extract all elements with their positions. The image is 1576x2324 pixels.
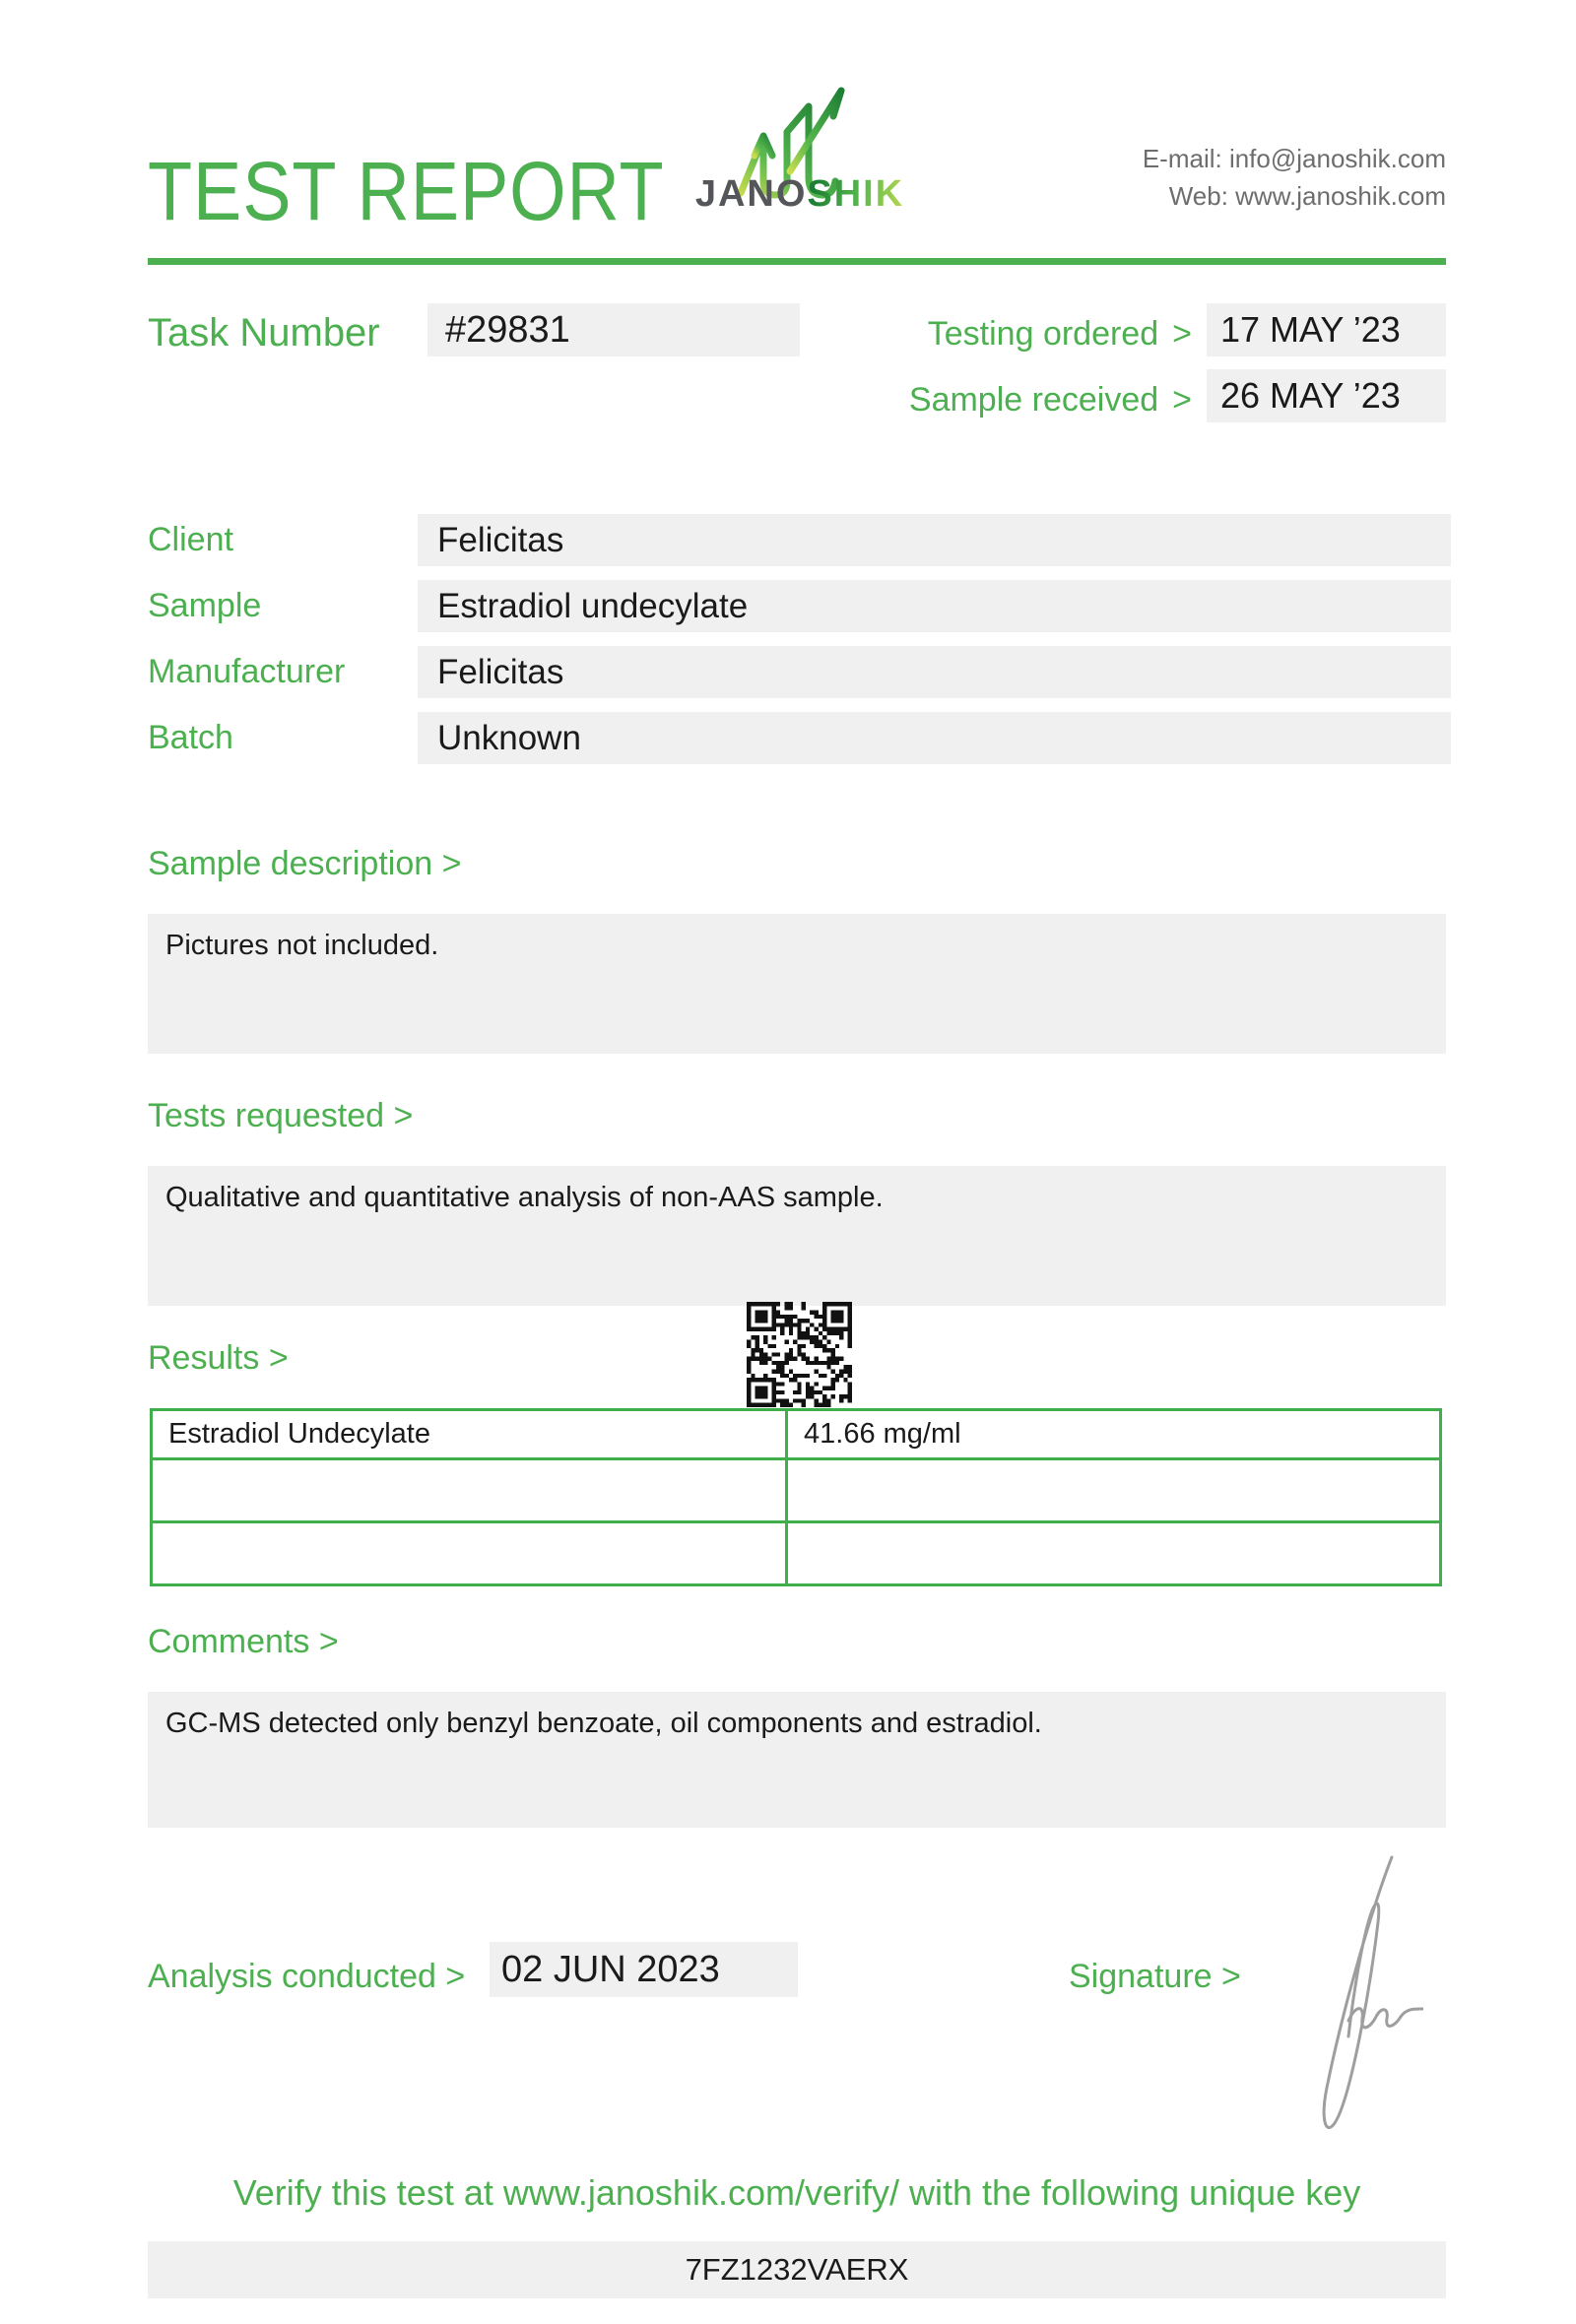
results-table: [150, 1408, 1442, 1586]
task-number-label: Task Number: [148, 311, 380, 355]
brand-name-shik: SHIK: [807, 173, 905, 215]
signature-label: Signature >: [1069, 1958, 1241, 1995]
task-number-value: #29831: [427, 303, 800, 356]
unique-key: 7FZ1232VAERX: [148, 2241, 1446, 2298]
tests-requested-box: [148, 1166, 1446, 1306]
client-label: Client: [148, 521, 233, 558]
result-analyte: Estradiol Undecylate: [152, 1410, 787, 1459]
signature-image: [1276, 1851, 1423, 2147]
result-value: [787, 1522, 1441, 1585]
qr-code: [747, 1302, 852, 1407]
brand-name: [688, 173, 912, 216]
sample-received-label: Sample received >: [908, 381, 1192, 419]
sample-description-text: Pictures not included.: [165, 930, 439, 961]
results-table-row: [152, 1459, 1441, 1522]
tests-requested-text: Qualitative and quantitative analysis of non-AAS sample.: [165, 1182, 884, 1213]
analysis-conducted-label: Analysis conducted >: [148, 1958, 466, 1995]
sample-description-heading: Sample description >: [148, 845, 462, 882]
brand-name-jano: JANO: [694, 173, 808, 215]
comments-box: [148, 1692, 1446, 1828]
contact-email: E-mail: info@janoshik.com: [1142, 144, 1446, 173]
manufacturer-value: Felicitas: [418, 646, 1451, 698]
sample-description-box: [148, 914, 1446, 1054]
results-table-row: [152, 1410, 1441, 1459]
verify-text: Verify this test at www.janoshik.com/verify/ with the following unique key: [232, 2172, 1361, 2213]
contact-block: [985, 140, 1446, 215]
page-title: TEST REPORT: [148, 145, 665, 237]
result-value: 41.66 mg/ml: [787, 1410, 1441, 1459]
result-value: [787, 1459, 1441, 1522]
chevron-right-glyph: >: [1172, 315, 1192, 353]
comments-heading: Comments >: [148, 1623, 339, 1660]
header-divider: [148, 258, 1446, 265]
testing-ordered-label: Testing ordered >: [927, 315, 1192, 353]
contact-web: Web: www.janoshik.com: [1168, 181, 1446, 211]
sample-received-value: 26 MAY ’23: [1207, 369, 1446, 422]
results-heading: Results >: [148, 1339, 289, 1377]
chevron-right-glyph: >: [1172, 381, 1192, 419]
testing-ordered-value: 17 MAY ’23: [1207, 303, 1446, 356]
batch-label: Batch: [148, 719, 233, 756]
result-analyte: [152, 1459, 787, 1522]
manufacturer-label: Manufacturer: [148, 653, 346, 690]
client-value: Felicitas: [418, 514, 1451, 566]
result-analyte: [152, 1522, 787, 1585]
batch-value: Unknown: [418, 712, 1451, 764]
sample-value: Estradiol undecylate: [418, 580, 1451, 632]
analysis-conducted-date: 02 JUN 2023: [490, 1942, 798, 1997]
sample-label: Sample: [148, 587, 262, 624]
tests-requested-heading: Tests requested >: [148, 1097, 414, 1134]
results-table-row: [152, 1522, 1441, 1585]
comments-text: GC-MS detected only benzyl benzoate, oil components and estradiol.: [165, 1708, 1042, 1739]
